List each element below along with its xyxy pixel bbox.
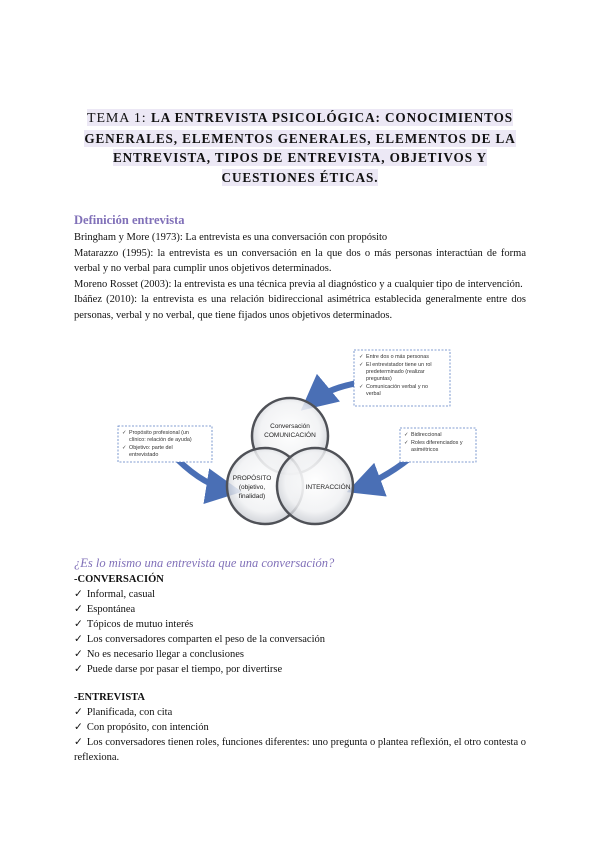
note-check: ✓ [359, 384, 364, 390]
check-icon: ✓ [74, 649, 83, 660]
note-line: predeterminado (realizar [366, 369, 425, 375]
circle-label: INTERACCIÓN [305, 484, 351, 491]
check-icon: ✓ [74, 604, 83, 615]
definition-item: Matarazzo (1995): la entrevista es un conversación en la que dos o más personas interactúan de forma verbal y no verbal para cumplir unos objetivos determinados. [74, 247, 526, 274]
note-check: ✓ [404, 432, 409, 438]
list-item-text: Puede darse por pasar el tiempo, por divertirse [86, 664, 283, 675]
note-check: ✓ [404, 440, 409, 446]
document-title [84, 109, 515, 186]
note-check: ✓ [359, 362, 364, 368]
note-line: verbal [366, 391, 381, 397]
note-line: asimétricos [411, 447, 439, 453]
note-line: entrevistado [129, 452, 159, 458]
conversacion-section [74, 572, 526, 677]
note-line: Bidireccional [411, 432, 442, 438]
check-icon: ✓ [74, 634, 83, 645]
note-line: Comunicación verbal y no [366, 384, 429, 390]
note-line: Entre dos o más personas [366, 354, 429, 360]
note-check: ✓ [359, 354, 364, 360]
list-item-text: Espontánea [86, 604, 136, 615]
arrow-right [358, 458, 410, 488]
circle-label: PROPÓSITO [232, 475, 272, 482]
list-item [74, 602, 526, 617]
note-box-right [400, 428, 476, 462]
check-icon: ✓ [74, 664, 83, 675]
list-item-text: Tópicos de mutuo interés [86, 619, 194, 630]
list-item-text: Con propósito, con intención [86, 722, 209, 733]
definition-list [74, 230, 526, 323]
entrevista-heading: -ENTREVISTA [74, 692, 145, 703]
circle-label: finalidad) [238, 493, 266, 500]
note-line: preguntas) [366, 376, 392, 382]
definition-item: Moreno Rosset (2003): la entrevista es una técnica previa al diagnóstico y a cualquier tipo de intervención. [74, 278, 523, 290]
definition-heading: Definición entrevista [74, 213, 185, 227]
list-item [74, 617, 526, 632]
list-item [74, 632, 526, 647]
note-box-top-right [354, 350, 450, 406]
list-item [74, 720, 526, 735]
note-line: clínico: relación de ayuda) [129, 437, 192, 443]
list-item [74, 662, 526, 677]
note-line: Roles diferenciados y [411, 440, 463, 446]
definition-item: Ibáñez (2010): la entrevista es una relación bidireccional asimétrica establecida generalmente entre dos personas, verbal y no verbal, que tiene fijados unos objetivos determinados. [74, 294, 526, 321]
list-item [74, 647, 526, 662]
circle-label: Conversación [270, 423, 310, 430]
circle-label: COMUNICACIÓN [264, 432, 316, 439]
circle-label: (objetivo, [238, 484, 266, 491]
list-item-text: Los conversadores comparten el peso de la conversación [86, 634, 326, 645]
list-item-text: No es necesario llegar a conclusiones [86, 649, 244, 660]
title-block [74, 108, 526, 187]
question-heading: ¿Es lo mismo una entrevista que una conversación? [74, 556, 335, 570]
list-item-text: Planificada, con cita [86, 707, 173, 718]
note-check: ✓ [122, 430, 127, 436]
title-prefix: TEMA 1: [87, 111, 151, 126]
note-line: Propósito profesional (un [129, 430, 189, 436]
note-line: Objetivo: parte del [129, 445, 173, 451]
arrow-top-right [310, 383, 358, 403]
note-box-left [118, 426, 212, 462]
check-icon: ✓ [74, 589, 83, 600]
list-item [74, 705, 526, 720]
conversacion-heading: -CONVERSACIÓN [74, 574, 164, 585]
note-check: ✓ [122, 445, 127, 451]
check-icon: ✓ [74, 737, 83, 748]
list-item-text: Informal, casual [86, 589, 156, 600]
check-icon: ✓ [74, 707, 83, 718]
definition-item: Bringham y More (1973): La entrevista es una conversación con propósito [74, 232, 388, 243]
note-line: El entrevistador tiene un rol [366, 362, 432, 368]
arrow-left [178, 460, 230, 490]
list-item-text: Los conversadores tienen roles, funciones diferentes: uno pregunta o plantea reflexión, el otro contesta o reflexiona. [74, 737, 526, 763]
entrevista-section [74, 690, 526, 765]
list-item [74, 735, 526, 765]
venn-diagram [110, 348, 490, 528]
check-icon: ✓ [74, 619, 83, 630]
check-icon: ✓ [74, 722, 83, 733]
list-item [74, 587, 526, 602]
title-text: LA ENTREVISTA PSICOLÓGICA: CONOCIMIENTOS GENERALES, ELEMENTOS GENERALES, ELEMENTOS DE LA ENTREVISTA, TIPOS DE ENTREVISTA, OBJETIVOS Y CUESTIONES ÉTICAS. [84, 110, 516, 185]
